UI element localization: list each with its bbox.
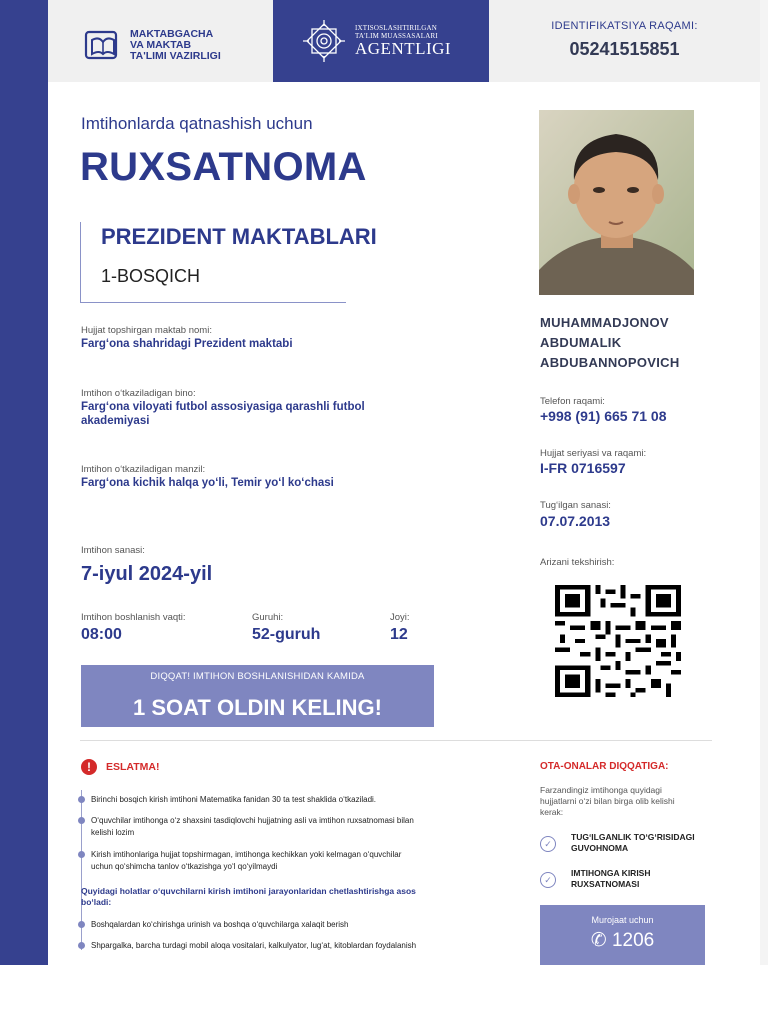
hotline-box[interactable] <box>540 905 705 965</box>
seat-value: 12 <box>390 626 408 643</box>
requirement-item <box>571 868 651 890</box>
left-accent-bar <box>0 0 48 965</box>
requirement-line: IMTIHONGA KIRISH <box>571 868 651 878</box>
exclusion-item: Shpargalka, barcha turdagi mobil aloqa vositalari, kalkulyator, lug‘at, kitoblardan foydalanish <box>91 941 417 950</box>
requirement-line: RUXSATNOMASI <box>571 879 640 889</box>
exam-stage: 1-BOSQICH <box>101 266 201 286</box>
reminder-item <box>91 815 441 839</box>
ornament-emblem-icon <box>301 18 347 64</box>
candidate-name <box>540 313 680 373</box>
bullet-icon <box>78 817 85 824</box>
candidate-photo <box>539 110 694 295</box>
ministry-name-line: TA'LIMI VAZIRLIGI <box>130 49 221 62</box>
ministry-name-line: VA MAKTAB <box>130 38 192 51</box>
requirement-line: TUG‘ILGANLIK TO‘G‘RISIDAGI <box>571 832 695 842</box>
agency-name-line: TA'LIM MUASSASALARI <box>355 32 438 40</box>
hotline-label: Murojaat uchun <box>591 915 654 925</box>
reminder-item-line: Kirish imtihonlariga hujjat topshirmagan, imtihonga kechikkan yoki kelmagan o‘quvchilar <box>91 850 402 859</box>
section-divider <box>80 740 712 741</box>
reminder-item <box>91 849 441 873</box>
school-type: PREZIDENT MAKTABLARI <box>101 224 377 249</box>
exclusion-heading <box>81 886 421 908</box>
hotline-number-row <box>540 929 705 952</box>
candidate-name-line: MUHAMMADJONOV <box>540 315 669 330</box>
school-value: Farg‘ona shahridagi Prezident maktabi <box>81 338 293 350</box>
ministry-name-line: MAKTABGACHA <box>130 27 214 40</box>
group-value: 52-guruh <box>252 626 321 643</box>
start-time-label: Imtihon boshlanish vaqti: <box>81 612 186 623</box>
birth-date-label: Tug‘ilgan sanasi: <box>540 500 611 511</box>
arrival-notice <box>81 665 434 727</box>
document-title: RUXSATNOMA <box>80 145 367 189</box>
ministry-logo <box>84 26 221 64</box>
reminder-item-line: kelishi lozim <box>91 828 135 837</box>
exclusion-heading-line: Quyidagi holatlar o‘quvchilarni kirish imtihoni jarayonlaridan chetlashtirishga asos <box>81 886 416 896</box>
id-value: 05241515851 <box>569 39 680 59</box>
notice-line-1: DIQQAT! IMTIHON BOSHLANISHIDAN KAMIDA <box>150 671 365 682</box>
agency-name-line: IXTISOSLASHTIRILGAN <box>355 24 437 32</box>
reminder-title: ESLATMA! <box>106 761 160 773</box>
exclamation-icon: ! <box>81 759 97 775</box>
phone-value: +998 (91) 665 71 08 <box>540 408 667 424</box>
parents-text-line: Farzandingiz imtihonga quyidagi <box>540 785 662 795</box>
verify-label: Arizani tekshirish: <box>540 557 615 568</box>
requirement-item <box>571 832 695 854</box>
right-edge <box>760 0 768 965</box>
reminder-item-line: O‘quvchilar imtihonga o‘z shaxsini tasdiqlovchi hujjatning asli va imtihon ruxsatnomasi bilan <box>91 816 414 825</box>
parents-text-line: kerak: <box>540 807 564 817</box>
parents-title: OTA-ONALAR DIQQATIGA: <box>540 761 669 772</box>
bullet-icon <box>78 921 85 928</box>
reminder-item-line: Birinchi bosqich kirish imtihoni Matematika fanidan 30 ta test shaklida o‘tkaziladi. <box>91 795 377 804</box>
seat-label: Joyi: <box>390 612 410 623</box>
building-value-line: akademiyasi <box>81 415 150 427</box>
check-icon: ✓ <box>540 872 556 888</box>
reminder-item-line: uchun qo‘shimcha tanlov o‘tkazishga yo‘l qo‘yilmaydi <box>91 862 278 871</box>
address-value: Farg‘ona kichik halqa yo‘li, Temir yo‘l ko‘chasi <box>81 477 334 489</box>
school-label: Hujjat topshirgan maktab nomi: <box>81 325 212 336</box>
bullet-icon <box>78 851 85 858</box>
building-value-line: Farg‘ona viloyati futbol assosiyasiga qarashli futbol <box>81 401 365 413</box>
document-number-value: I-FR 0716597 <box>540 460 626 476</box>
candidate-name-line: ABDUBANNOPOVICH <box>540 355 680 370</box>
exclusion-item: Boshqalardan ko‘chirishga urinish va boshqa o‘quvchilarga xalaqit berish <box>91 920 349 929</box>
document-subtitle: Imtihonlarda qatnashish uchun <box>81 114 313 133</box>
id-label: IDENTIFIKATSIYA RAQAMI: <box>551 20 698 32</box>
bullet-icon <box>78 942 85 949</box>
check-icon: ✓ <box>540 836 556 852</box>
agency-logo <box>273 0 489 82</box>
document-number-label: Hujjat seriyasi va raqami: <box>540 448 647 459</box>
exam-date-label: Imtihon sanasi: <box>81 545 145 556</box>
agency-name-big: AGENTLIGI <box>355 39 452 58</box>
exam-date-value: 7-iyul 2024-yil <box>81 563 213 585</box>
candidate-name-line: ABDUMALIK <box>540 335 622 350</box>
qr-code[interactable] <box>555 585 681 697</box>
hotline-number: 1206 <box>611 930 655 951</box>
reminder-item <box>91 794 441 806</box>
birth-date-value: 07.07.2013 <box>540 513 611 529</box>
parents-text-line: hujjatlarni o‘zi bilan birga olib kelishi <box>540 796 675 806</box>
phone-label: Telefon raqami: <box>540 396 605 407</box>
building-label: Imtihon o‘tkaziladigan bino: <box>81 388 196 399</box>
bullet-icon <box>78 796 85 803</box>
notice-line-2: 1 SOAT OLDIN KELING! <box>133 695 382 720</box>
parents-text <box>540 785 715 818</box>
group-label: Guruhi: <box>252 612 284 623</box>
phone-icon: ✆ <box>590 930 607 951</box>
exclusion-heading-line: bo‘ladi: <box>81 897 112 907</box>
book-icon <box>84 26 122 64</box>
requirement-line: GUVOHNOMA <box>571 843 629 853</box>
start-time-value: 08:00 <box>81 626 122 643</box>
address-label: Imtihon o‘tkaziladigan manzil: <box>81 464 206 475</box>
